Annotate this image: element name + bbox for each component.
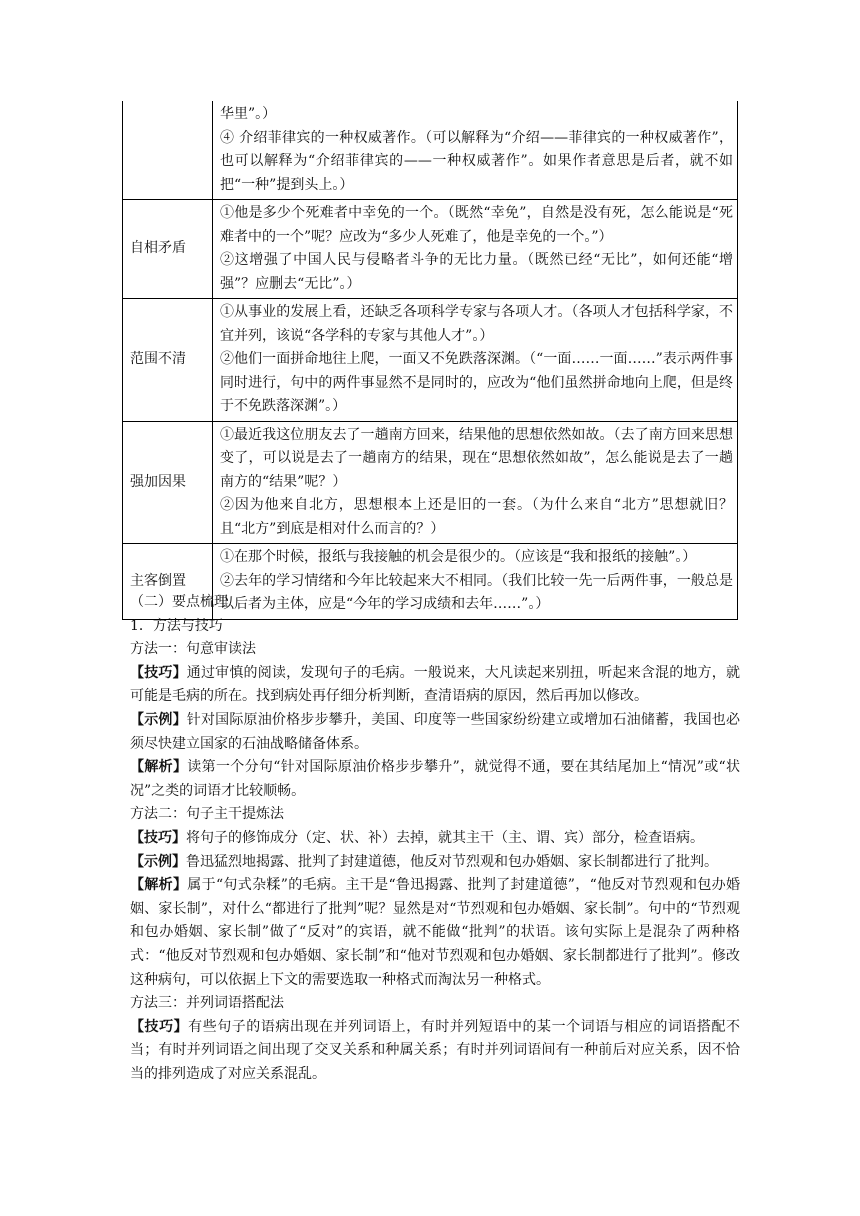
method-title: 方法三：并列词语搭配法 bbox=[130, 995, 284, 1012]
category-cell: 自相矛盾 bbox=[123, 200, 213, 299]
tag-label: 【技巧】 bbox=[130, 829, 186, 846]
table-row bbox=[123, 421, 738, 544]
example-line: ①最近我这位朋友去了一趟南方回来，结果他的思想依然如故。（去了南方回来思想变了，可以说是去了一趟南方的结果，现在“思想依然如故”，怎么能说是去了一趟南方的“结果”呢？） bbox=[220, 426, 733, 490]
example-line: ②去年的学习情绪和今年比较起来大不相同。（我们比较一先一后两件事，一般总是以后者为主体，应是“今年的学习成绩和去年……”。） bbox=[220, 572, 733, 612]
section-heading: （二）要点梳理 bbox=[130, 594, 228, 610]
main-text bbox=[130, 591, 740, 1086]
example-line: ①在那个时候，报纸与我接触的机会是很少的。（应该是“我和报纸的接触”。） bbox=[220, 549, 697, 565]
example-line: ②因为他来自北方，思想根本上还是旧的一套。（为什么来自“北方”思想就旧？且“北方”到底是相对什么而言的？） bbox=[220, 497, 733, 537]
category-cell: 主客倒置 bbox=[123, 544, 213, 620]
paragraph bbox=[130, 709, 740, 756]
paragraph-text: 通过审慎的阅读，发现句子的毛病。一般说来，大凡读起来别扭，听起来含混的地方，就可能是毛病的所在。找到病处再仔细分析判断，查清语病的原因，然后再加以修改。 bbox=[130, 664, 741, 705]
table-row bbox=[123, 200, 738, 299]
paragraph-text: 属于“句式杂糅”的毛病。主干是“鲁迅揭露、批判了封建道德”，“他反对节烈观和包办婚姻、家长制”，对什么“都进行了批判”呢？显然是对“节烈观和包办婚姻、家长制”。句中的“节烈观和包办婚姻、家长制”做了“反对”的宾语，就不能做“批判”的状语。该句实际上是混杂了两种格式：“他反对节烈观和包办婚姻、家长制”和“他对节烈观和包办婚姻、家长制都进行了批判”。修改这种病句，可以依据上下文的需要选取一种格式而淘汰另一种格式。 bbox=[130, 877, 740, 988]
tag-label: 【技巧】 bbox=[130, 1018, 189, 1035]
category-cell: 范围不清 bbox=[123, 299, 213, 422]
example-line: ④ 介绍菲律宾的一种权威著作。（可以解释为“介绍——菲律宾的一种权威著作”，也可以解释为“介绍菲律宾的——一种权威著作”。如果作者意思是后者，就不如把“一种”提到头上。） bbox=[220, 129, 733, 193]
example-cell bbox=[213, 200, 738, 299]
example-cell bbox=[213, 101, 738, 200]
paragraph-text: 将句子的修饰成分（定、状、补）去掉，就其主干（主、谓、宾）部分，检查语病。 bbox=[186, 829, 704, 846]
tag-label: 【示例】 bbox=[130, 853, 186, 870]
tag-label: 【解析】 bbox=[130, 877, 188, 894]
example-cell bbox=[213, 421, 738, 544]
paragraph-text: 有些句子的语病出现在并列词语上，有时并列短语中的某一个词语与相应的词语搭配不当；有时并列词语之间出现了交叉关系和种属关系；有时并列词语间有一种前后对应关系，因不恰当的排列造成了对应关系混乱。 bbox=[130, 1018, 741, 1082]
method-title: 方法一：句意审读法 bbox=[130, 641, 256, 658]
method-title: 方法二：句子主干提炼法 bbox=[130, 806, 284, 823]
paragraph bbox=[130, 662, 740, 709]
paragraph bbox=[130, 756, 740, 803]
tag-label: 【示例】 bbox=[130, 711, 187, 728]
paragraph bbox=[130, 851, 740, 875]
example-line: ①他是多少个死难者中幸免的一个。（既然“幸免”，自然是没有死，怎么能说是“死难者中的一个”呢？应改为“多少人死难了，他是幸免的一个。”） bbox=[220, 205, 733, 245]
error-types-table bbox=[122, 101, 738, 620]
paragraph bbox=[130, 1016, 740, 1087]
paragraph-text: 读第一个分句“针对国际原油价格步步攀升”，就觉得不通，要在其结尾加上“情况”或“状况”之类的词语才比较顺畅。 bbox=[130, 759, 740, 799]
example-line: 华里”。） bbox=[220, 106, 277, 122]
paragraph-text: 鲁迅猛烈地揭露、批判了封建道德，他反对节烈观和包办婚姻、家长制都进行了批判。 bbox=[186, 853, 718, 870]
table-row bbox=[123, 299, 738, 422]
category-cell: 强加因果 bbox=[123, 421, 213, 544]
paragraph bbox=[130, 827, 740, 851]
example-line: ②这增强了中国人民与侵略者斗争的无比力量。（既然已经“无比”，如何还能“增强”？应删去“无比”。） bbox=[220, 252, 733, 292]
tag-label: 【解析】 bbox=[130, 759, 188, 776]
paragraph bbox=[130, 874, 740, 992]
category-cell bbox=[123, 101, 213, 200]
subheading: 1．方法与技巧 bbox=[130, 617, 223, 634]
example-line: ①从事业的发展上看，还缺乏各项科学专家与各项人才。（各项人才包括科学家，不宜并列，该说“各学科的专家与其他人才”。） bbox=[220, 304, 733, 344]
paragraph-text: 针对国际原油价格步步攀升，美国、印度等一些国家纷纷建立或增加石油储蓄，我国也必须尽快建立国家的石油战略储备体系。 bbox=[130, 711, 741, 752]
table-row bbox=[123, 101, 738, 200]
example-line: ②他们一面拼命地往上爬，一面又不免跌落深渊。（“一面……一面……”表示两件事同时进行，句中的两件事显然不是同时的，应改为“他们虽然拼命地向上爬，但是终于不免跌落深渊”。） bbox=[220, 351, 733, 414]
example-cell bbox=[213, 299, 738, 422]
tag-label: 【技巧】 bbox=[130, 664, 187, 681]
